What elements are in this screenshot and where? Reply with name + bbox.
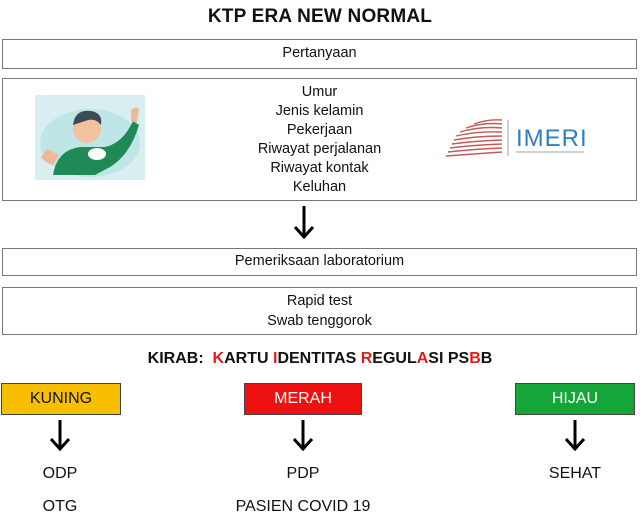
category-kuning: KUNING [1, 383, 121, 415]
result-pdp: PDP [286, 465, 320, 482]
questions-header-box [2, 39, 637, 69]
test-item: Rapid test [286, 293, 353, 309]
result-otg: OTG [42, 498, 78, 515]
result-pasien-covid: PASIEN COVID 19 [235, 498, 371, 515]
question-item: Riwayat kontak [270, 160, 369, 176]
lab-exam-box [2, 248, 637, 276]
kirab-label: KIRAB: [147, 350, 204, 367]
category-merah: MERAH [244, 383, 362, 415]
kirab-heading: KIRAB: KARTU IDENTITAS REGULASI PSBB [147, 350, 493, 367]
result-sehat: SEHAT [548, 465, 602, 482]
question-item: Keluhan [292, 179, 347, 195]
patient-illustration [35, 95, 145, 180]
result-odp: ODP [42, 465, 78, 482]
question-item: Riwayat perjalanan [257, 141, 382, 157]
down-arrow-icon [293, 205, 315, 241]
down-arrow-icon [564, 419, 586, 453]
questions-header: Pertanyaan [282, 45, 357, 61]
down-arrow-icon [49, 419, 71, 453]
category-hijau: HIJAU [515, 383, 635, 415]
question-item: Jenis kelamin [275, 103, 364, 119]
imeri-logo [444, 116, 594, 162]
down-arrow-icon [292, 419, 314, 453]
logo-text: IMERI [516, 125, 588, 152]
page-title: KTP ERA NEW NORMAL [207, 6, 433, 27]
question-item: Umur [301, 84, 338, 100]
lab-exam-label: Pemeriksaan laboratorium [234, 253, 405, 269]
tests-box [2, 287, 637, 335]
question-item: Pekerjaan [286, 122, 353, 138]
test-item: Swab tenggorok [267, 313, 372, 329]
